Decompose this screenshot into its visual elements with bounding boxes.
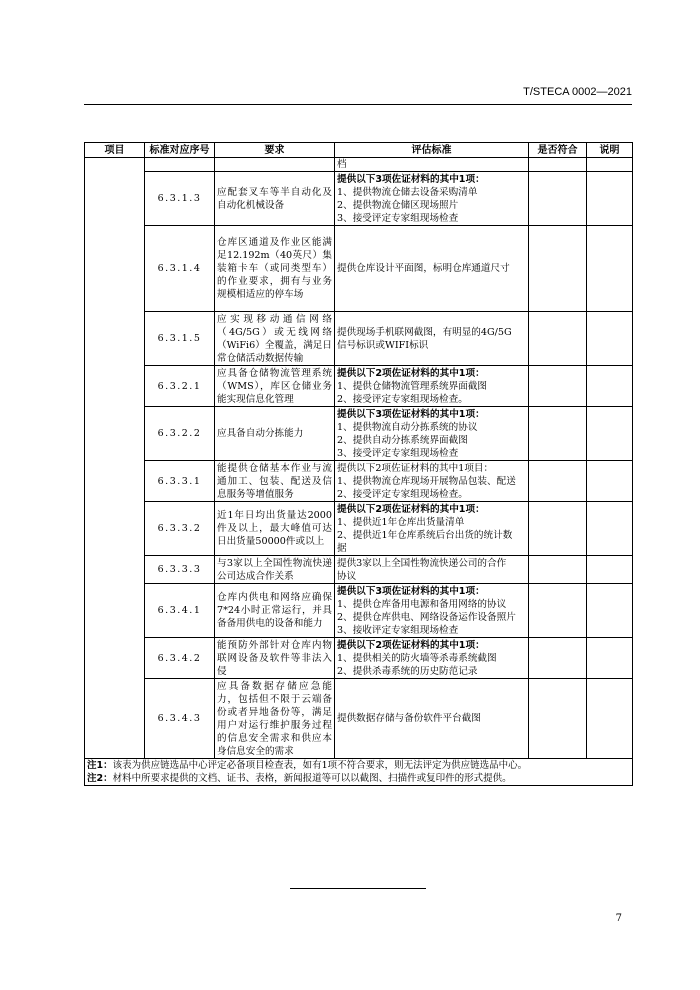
remarks-cell: [587, 172, 633, 226]
criteria-line: 2、接受评定专家组现场检查。: [337, 488, 468, 500]
criteria-cell: [335, 158, 529, 172]
criteria-cell: [335, 584, 529, 638]
requirement-cell: 能预防外部针对仓库内物联网设备及软件等非法入侵: [215, 638, 335, 679]
criteria-line: 2、提供近1年仓库系统后台出货的统计数: [337, 529, 513, 541]
standard-code-cell: 6.3.2.2: [145, 407, 215, 461]
page-number: 7: [615, 913, 622, 924]
notes-cell: [85, 759, 633, 786]
criteria-line: 3、接收评定专家组现场检查: [337, 624, 459, 636]
standard-code-cell: 6.3.4.2: [145, 638, 215, 679]
requirement-cell: 应具备自动分拣能力: [215, 407, 335, 461]
table-row: [85, 158, 633, 172]
remarks-cell: [587, 679, 633, 759]
item-cell: [85, 158, 145, 759]
criteria-line: 1、提供物流仓储去设备采购清单: [337, 186, 478, 198]
criteria-line: 据: [337, 542, 347, 554]
header-rule: [84, 104, 632, 105]
standard-code-cell: 6.3.3.3: [145, 556, 215, 584]
note-line: [87, 772, 630, 785]
compliance-cell: [529, 366, 587, 407]
compliance-cell: [529, 312, 587, 366]
criteria-line: 2、接受评定专家组现场检查。: [337, 393, 468, 405]
standard-code-cell: 6.3.3.2: [145, 502, 215, 556]
criteria-line: 3、接受评定专家组现场检查: [337, 447, 459, 459]
compliance-cell: [529, 556, 587, 584]
requirement-cell: 能提供仓储基本作业与流通加工、包装、配送及信息服务等增值服务: [215, 461, 335, 502]
note-label: 注1：: [87, 760, 113, 771]
criteria-line: 2、提供物流仓储区现场照片: [337, 199, 459, 211]
criteria-line: 提供数据存储与备份软件平台截图: [337, 713, 481, 724]
table-row: [85, 584, 633, 638]
criteria-line: 提供以下3项佐证材料的其中1项：: [337, 173, 485, 185]
criteria-line: 2、提供杀毒系统的历史防范记录: [337, 665, 478, 677]
standard-code-cell: 6.3.1.5: [145, 312, 215, 366]
standard-code-cell: [145, 158, 215, 172]
criteria-line: 1、提供仓库备用电源和备用网络的协议: [337, 598, 507, 610]
remarks-cell: [587, 584, 633, 638]
criteria-line: 1、提供近1年仓库出货量清单: [337, 516, 465, 528]
compliance-cell: [529, 407, 587, 461]
requirement-cell: [215, 158, 335, 172]
requirement-cell: 应具备仓储物流管理系统（WMS），库区仓储业务能实现信息化管理: [215, 366, 335, 407]
criteria-line: 提供现场手机联网截图，有明显的4G/5G: [337, 326, 512, 338]
criteria-line: 提供以下3项佐证材料的其中1项：: [337, 585, 485, 597]
table-row: [85, 461, 633, 502]
criteria-line: 1、提供相关的防火墙等杀毒系统截图: [337, 652, 497, 664]
remarks-cell: [587, 366, 633, 407]
compliance-cell: [529, 158, 587, 172]
criteria-cell: [335, 638, 529, 679]
criteria-line: 提供以下2项佐证材料的其中1项：: [337, 367, 485, 379]
remarks-cell: [587, 461, 633, 502]
criteria-line: 2、提供自动分拣系统界面截图: [337, 434, 468, 446]
remarks-cell: [587, 226, 633, 312]
column-header-criteria: 评估标准: [335, 143, 529, 158]
criteria-line: 提供以下3项佐证材料的其中1项：: [337, 408, 485, 420]
criteria-line: 提供以下2项佐证材料的其中1项：: [337, 639, 485, 651]
standard-code-cell: 6.3.1.3: [145, 172, 215, 226]
table-row: [85, 679, 633, 759]
column-header-code: 标准对应序号: [145, 143, 215, 158]
criteria-cell: [335, 461, 529, 502]
column-header-compliance: 是否符合: [529, 143, 587, 158]
table-row: [85, 556, 633, 584]
criteria-line: 提供仓库设计平面图，标明仓库通道尺寸: [337, 263, 510, 274]
criteria-line: 协议: [337, 570, 357, 582]
criteria-line: 1、提供物流仓库现场开展物品包装、配送: [337, 475, 516, 487]
requirement-cell: 与3家以上全国性物流快递公司达成合作关系: [215, 556, 335, 584]
note-text: 该表为供应链选品中心评定必备项目检查表，如有1项不符合要求，则无法评定为供应链选品中心。: [112, 760, 528, 771]
note-text: 材料中所要求提供的文档、证书、表格，新闻报道等可以以截图、扫描件或复印件的形式提供。: [112, 773, 512, 784]
column-header-requirement: 要求: [215, 143, 335, 158]
standard-code-cell: 6.3.3.1: [145, 461, 215, 502]
standard-code-cell: 6.3.4.1: [145, 584, 215, 638]
criteria-cell: [335, 312, 529, 366]
criteria-line: 1、提供仓储物流管理系统界面截图: [337, 380, 488, 392]
checklist-table: [84, 142, 633, 786]
table-row: [85, 407, 633, 461]
remarks-cell: [587, 638, 633, 679]
criteria-line: 2、提供仓库供电、网络设备运作设备照片: [337, 611, 516, 623]
criteria-cell: [335, 679, 529, 759]
table-header-row: [85, 143, 633, 158]
note-line: [87, 759, 630, 772]
criteria-line: 信号标识或WIFI标识: [337, 339, 429, 351]
criteria-cell: [335, 172, 529, 226]
table-row: [85, 366, 633, 407]
column-header-remarks: 说明: [587, 143, 633, 158]
column-header-item: 项目: [85, 143, 145, 158]
compliance-cell: [529, 461, 587, 502]
compliance-cell: [529, 502, 587, 556]
compliance-cell: [529, 172, 587, 226]
criteria-cell: [335, 366, 529, 407]
criteria-line: 提供以下2项佐证材料的其中1项：: [337, 503, 485, 515]
criteria-line: 提供以下2项佐证材料的其中1项目：: [337, 462, 494, 474]
criteria-cell: [335, 407, 529, 461]
criteria-line: 档: [337, 159, 347, 170]
remarks-cell: [587, 312, 633, 366]
criteria-cell: [335, 226, 529, 312]
criteria-line: 1、提供物流自动分拣系统的协议: [337, 421, 478, 433]
standard-code-cell: 6.3.1.4: [145, 226, 215, 312]
note-label: 注2：: [87, 773, 113, 784]
requirement-cell: 仓库内供电和网络应确保7*24小时正常运行，并具备备用供电的设备和能力: [215, 584, 335, 638]
table-row: [85, 502, 633, 556]
remarks-cell: [587, 158, 633, 172]
criteria-cell: [335, 502, 529, 556]
table-row: [85, 226, 633, 312]
compliance-cell: [529, 679, 587, 759]
compliance-cell: [529, 584, 587, 638]
table-row: [85, 312, 633, 366]
remarks-cell: [587, 556, 633, 584]
requirement-cell: 应实现移动通信网络（4G/5G）或无线网络（WiFi6）全覆盖，满足日常仓储活动数据传输: [215, 312, 335, 366]
criteria-cell: [335, 556, 529, 584]
requirement-cell: 应具备数据存储应急能力，包括但不限于云端备份或者异地备份等，满足用户对运行维护服务过程的信息安全需求和供应本身信息安全的需求: [215, 679, 335, 759]
standard-code-cell: 6.3.2.1: [145, 366, 215, 407]
footer-rule: [290, 888, 426, 889]
notes-row: [85, 759, 633, 786]
compliance-cell: [529, 226, 587, 312]
remarks-cell: [587, 407, 633, 461]
requirement-cell: 近1年日均出货量达2000件及以上，最大峰值可达日出货量50000件或以上: [215, 502, 335, 556]
remarks-cell: [587, 502, 633, 556]
requirement-cell: 仓库区通道及作业区能满足12.192m（40英尺）集装箱卡车（或同类型车）的作业要求，拥有与业务规模相适应的停车场: [215, 226, 335, 312]
table-row: [85, 172, 633, 226]
standard-code-cell: 6.3.4.3: [145, 679, 215, 759]
criteria-line: 3、接受评定专家组现场检查: [337, 212, 459, 224]
table-row: [85, 638, 633, 679]
compliance-cell: [529, 638, 587, 679]
requirement-cell: 应配套叉车等半自动化及自动化机械设备: [215, 172, 335, 226]
document-code: T/STECA 0002—2021: [523, 86, 632, 98]
criteria-line: 提供3家以上全国性物流快递公司的合作: [337, 557, 507, 569]
